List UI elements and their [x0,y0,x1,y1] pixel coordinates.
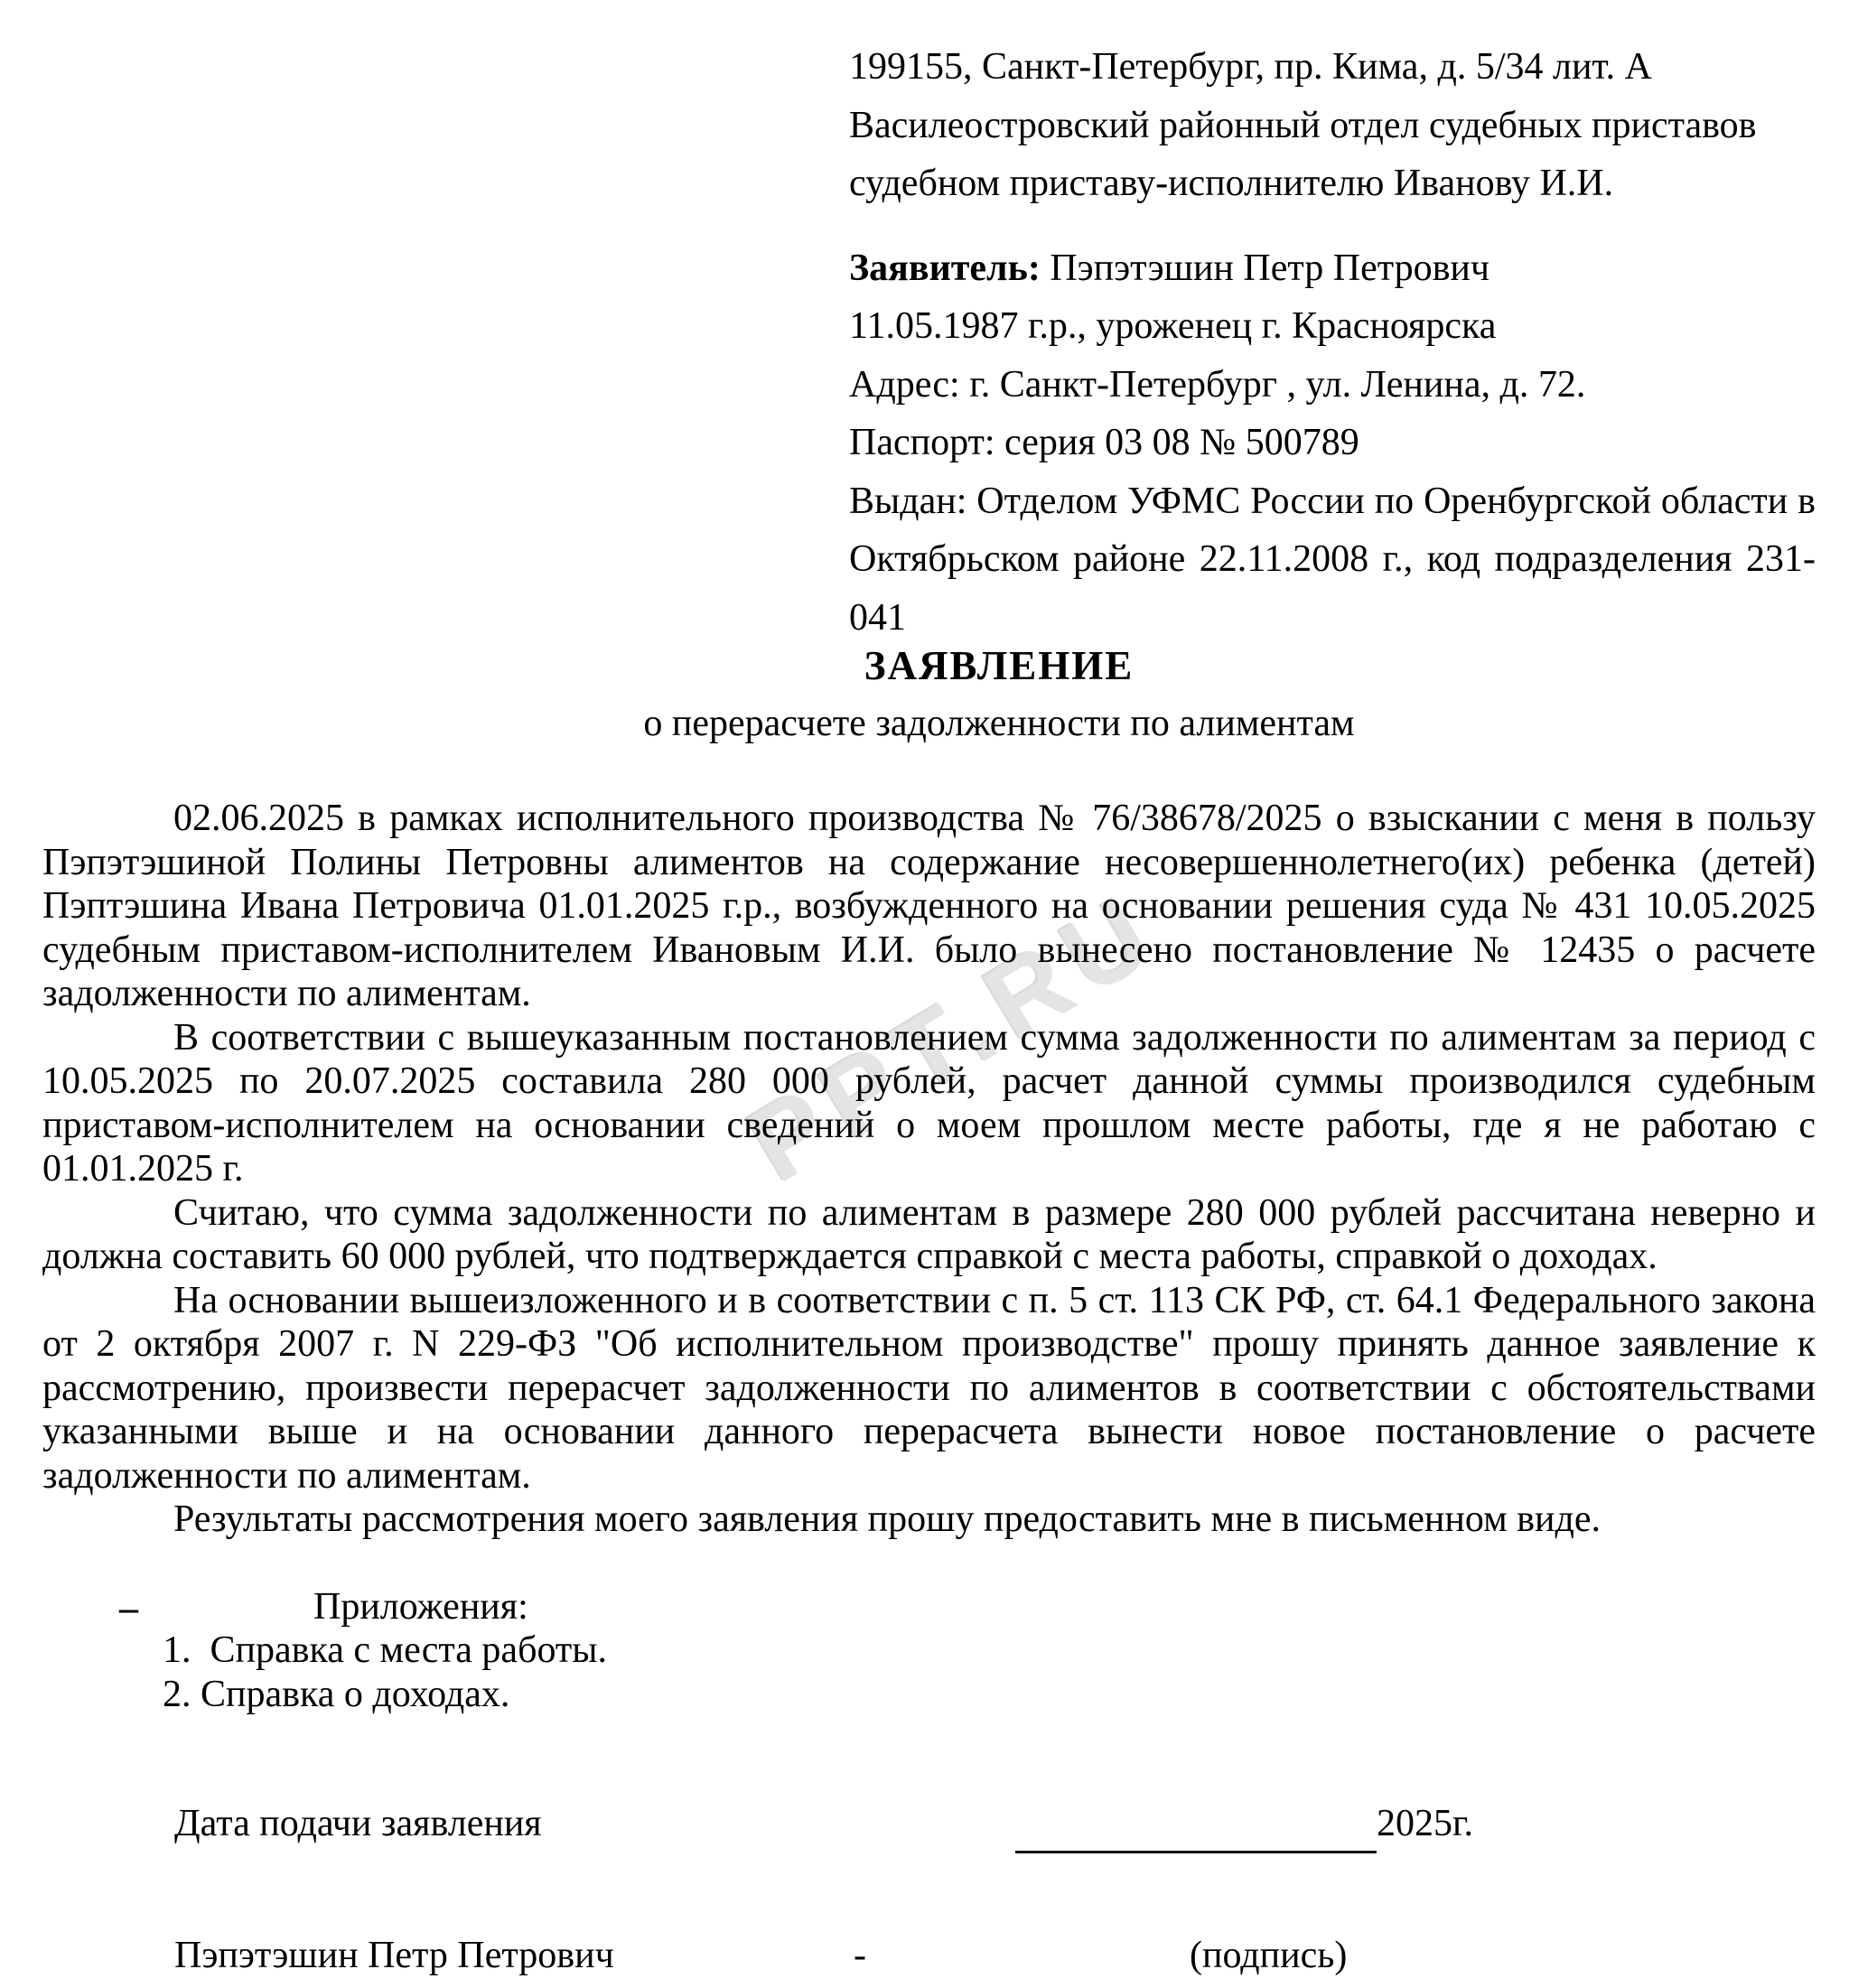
watermark: PPT.RU [728,868,1181,1206]
applicant-name-line [849,239,1816,298]
applicant-birth-line: 11.05.1987 г.р., уроженец г. Красноярска [849,305,1497,347]
attachments-heading: Приложения: [313,1585,528,1628]
recipient-address: 199155, Санкт-Петербург, пр. Кима, д. 5/34 лит. А [849,46,1652,88]
recipient-applicant-block [849,38,1816,647]
signature-dash: - [854,1935,866,1976]
document-body [42,797,1816,1978]
applicant-name: Пэпэтэшин Петр Петрович [1050,247,1490,289]
paragraph-results: Результаты рассмотрения моего заявления прошу предоставить мне в письменном виде. [173,1498,1601,1540]
paragraph-resolution: В соответствии с вышеуказанным постановлением сумма задолженности по алиментам за период с 10.05.2025 по 20.07.2025 составила 280 000 рублей, расчет данной суммы производился судебным приставом-исполнителем на основании сведений о моем прошлом месте работы, где я не работаю с 01.01.2025 г. [42,1016,1816,1190]
filing-date-label: Дата подачи заявления [174,1803,542,1844]
applicant-passport-issued: Выдан: Отделом УФМС России по Оренбургской области в Октябрьском районе 22.11.2008 г., код подразделения 231-041 [849,480,1816,639]
filing-date-row [42,1802,1816,1846]
filing-date-year: 2025г. [1377,1803,1473,1844]
applicant-passport-line: Паспорт: серия 03 08 № 500789 [849,422,1359,463]
recipient-department: Василеостровский районный отдел судебных приставов [849,104,1757,146]
signature-row [42,1934,1816,1978]
recipient-officer: судебном приставу-исполнителю Иванову И.И. [849,163,1614,204]
paragraph-facts: 02.06.2025 в рамках исполнительного производства № 76/38678/2025 о взыскании с меня в пользу Пэпэтэшиной Полины Петровны алиментов на содержание несовершеннолетнего(их) ребенка (детей) Пэптэшина Ивана Петровича 01.01.2025 г.р., возбужденного на основании решения суда № 431 10.05.2025 судебным приставом-исполнителем Ивановым И.И. было вынесено постановление № 12435 о расчете задолженности по алиментам. [42,798,1816,1014]
attachments-block [42,1585,1816,1717]
title-block [0,643,1849,745]
signature-name: Пэпэтэшин Петр Петрович [174,1935,614,1976]
attachment-item-2: 2. Справка о доходах. [163,1673,510,1715]
applicant-label: Заявитель: [849,247,1041,289]
signature-caption: (подпись) [1190,1935,1348,1976]
document-subtitle: о перерасчете задолженности по алиментам [643,703,1355,744]
applicant-address-line: Адрес: г. Санкт-Петербург , ул. Ленина, д. 72. [849,363,1586,406]
date-blank-line [1015,1806,1377,1853]
paragraph-request: На основании вышеизложенного и в соответствии с п. 5 ст. 113 СК РФ, ст. 64.1 Федерального закона от 2 октября 2007 г. N 229-ФЗ "Об исполнительном производстве" прошу принять данное заявление к рассмотрению, произвести перерасчет задолженности по алиментов в соответствии с обстоятельствами указанными выше и на основании данного перерасчета вынести новое постановление о расчете задолженности по алиментам. [42,1279,1816,1497]
document-title: ЗАЯВЛЕНИЕ [864,643,1135,688]
attachments-dash-marker: – [119,1587,138,1629]
attachment-item-1: 1. Справка с места работы. [163,1629,607,1671]
paragraph-disagreement: Считаю, что сумма задолженности по алиментам в размере 280 000 рублей рассчитана неверно и должна составить 60 000 рублей, что подтверждается справкой с места работы, справкой о доходах. [42,1191,1816,1277]
filing-date-fill [1015,1802,1473,1849]
